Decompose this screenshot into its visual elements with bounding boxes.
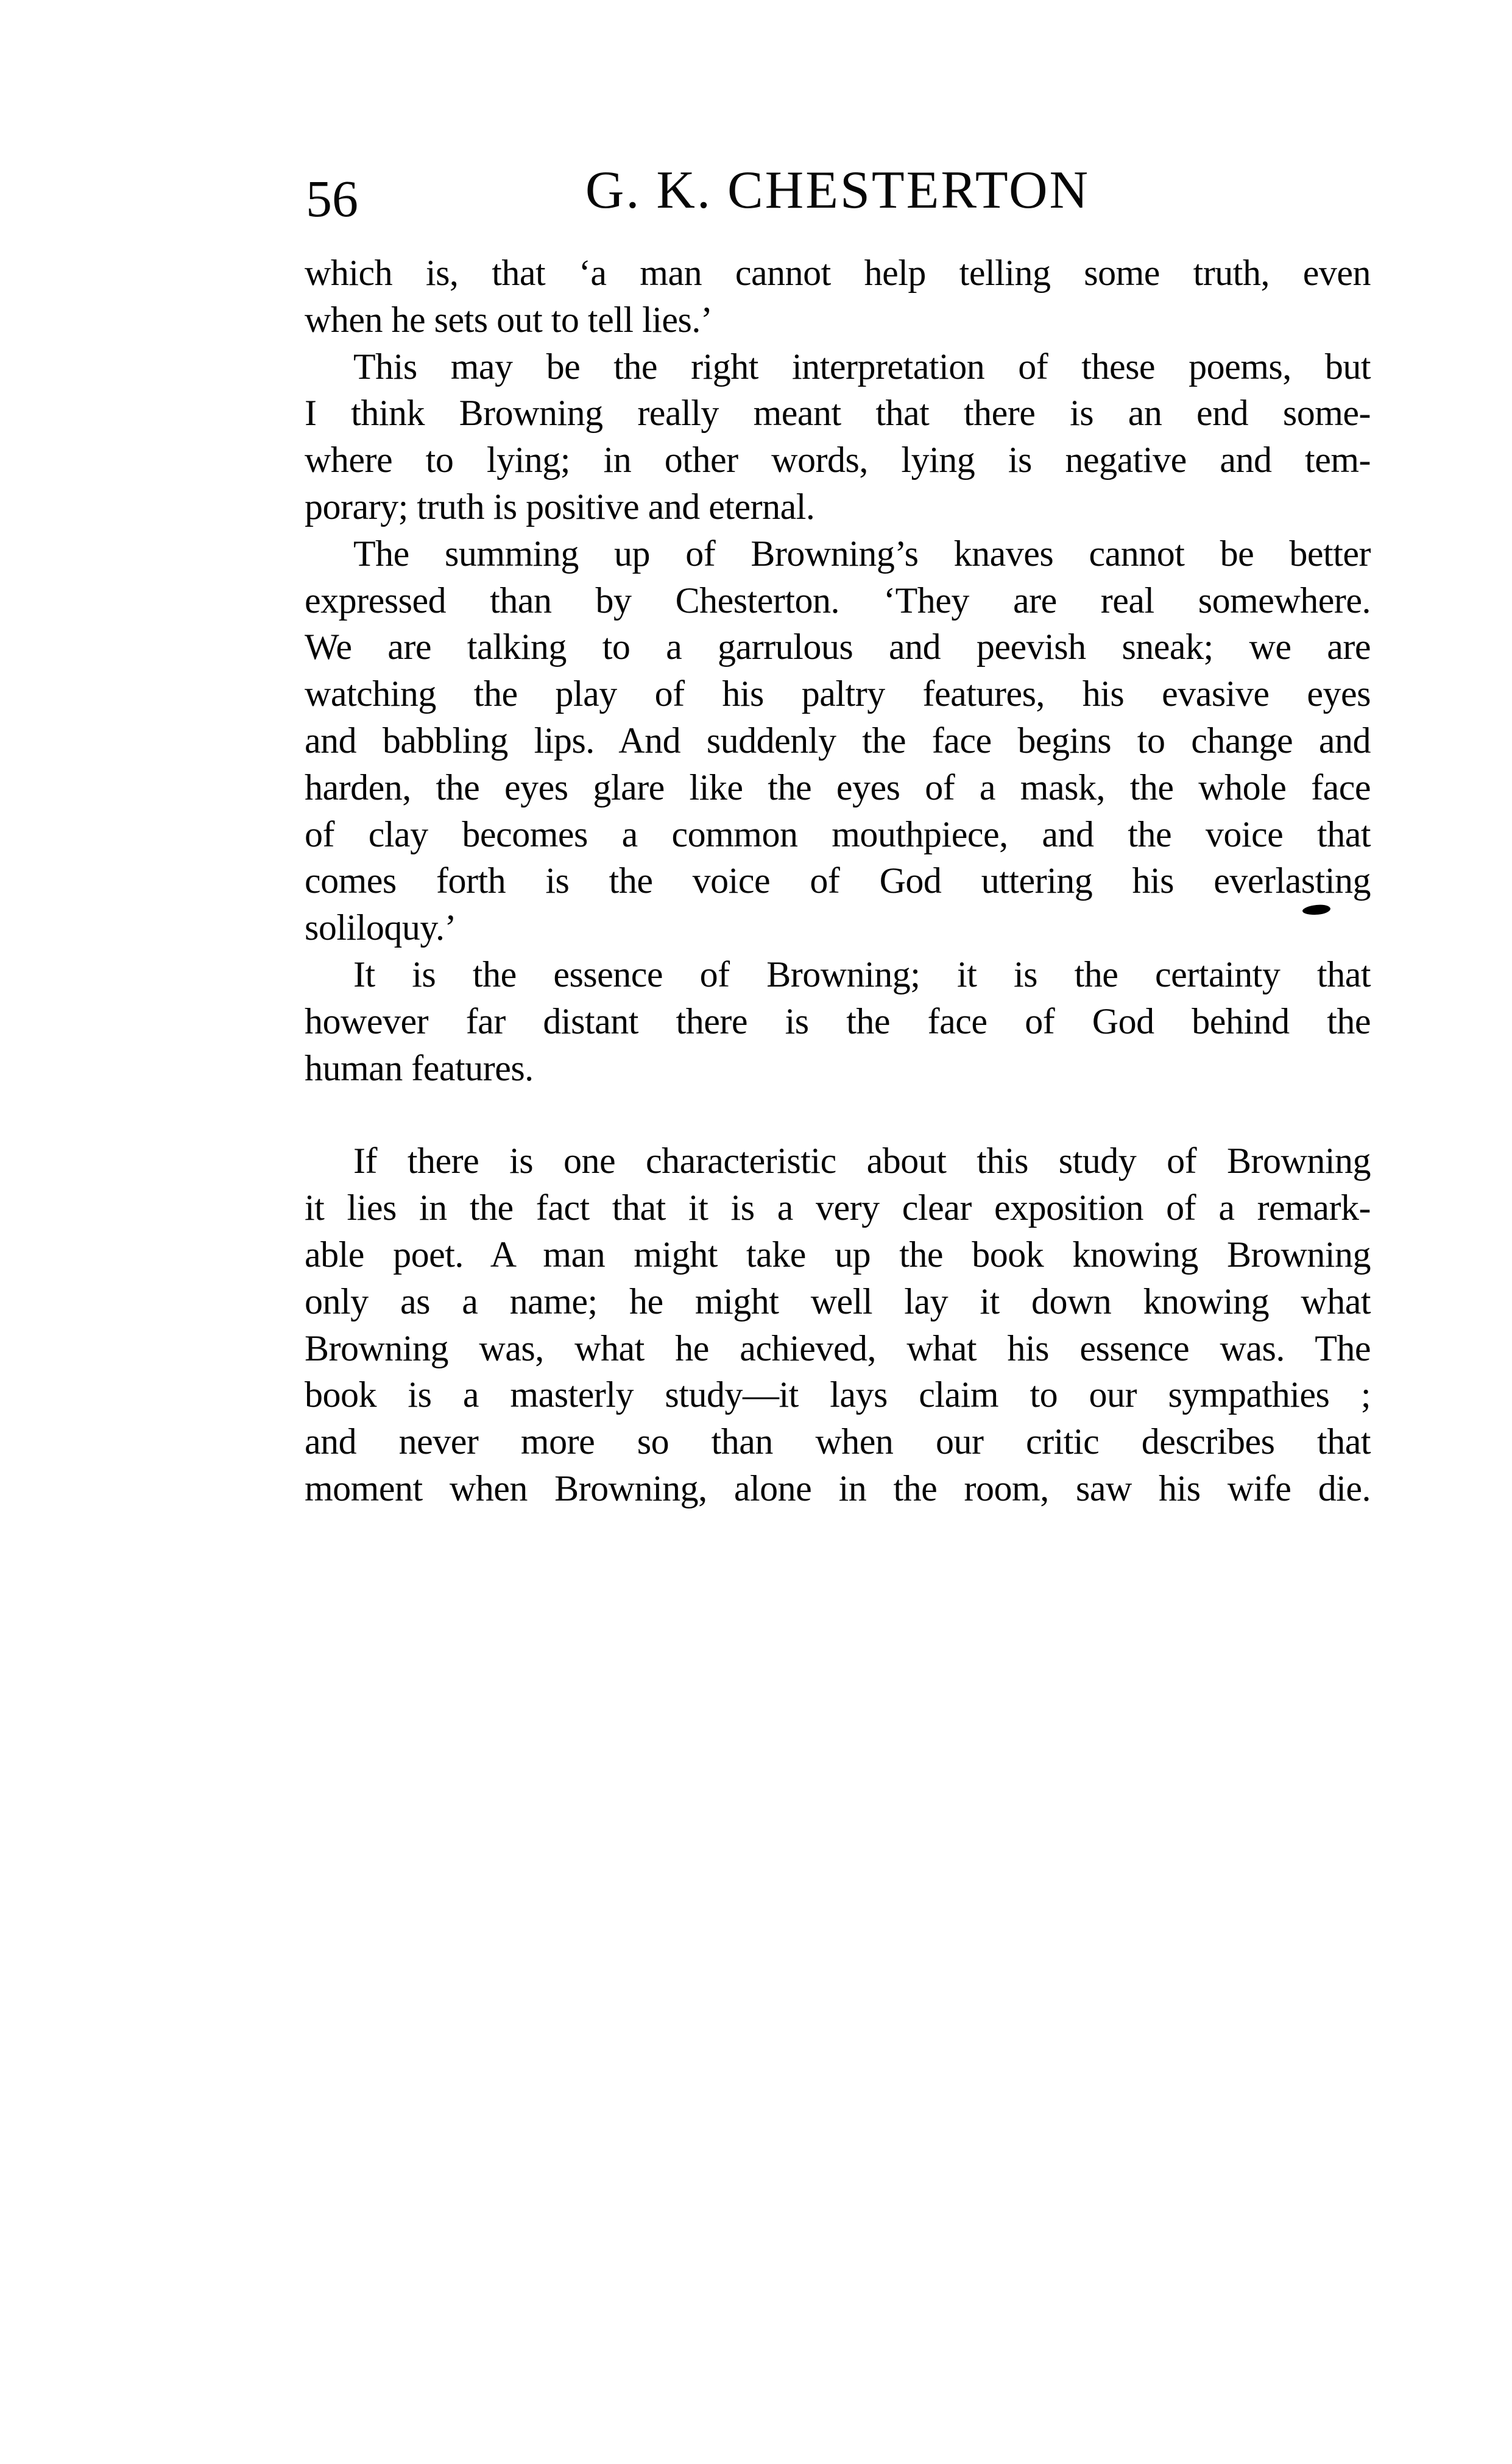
text-line: comes forth is the voice of God uttering his everlasting — [305, 861, 1371, 901]
text-line: which is, that ‘a man cannot help telling some truth, even — [305, 253, 1371, 293]
paragraph — [305, 1138, 1371, 1512]
paragraph — [305, 343, 1371, 530]
text-line: able poet. A man might take up the book knowing Browning — [305, 1234, 1371, 1275]
text-line: only as a name; he might well lay it down knowing what — [305, 1281, 1371, 1322]
paragraph — [305, 250, 1371, 343]
text-line: human features. — [305, 1047, 534, 1088]
text-line: and never more so than when our critic describes that — [305, 1421, 1371, 1462]
text-line: This may be the right interpretation of these poems, but — [353, 346, 1371, 387]
paragraph — [305, 951, 1371, 1091]
text-line: and babbling lips. And suddenly the face begins to change and — [305, 720, 1371, 761]
text-line: harden, the eyes glare like the eyes of a mask, the whole face — [305, 767, 1371, 808]
text-line: I think Browning really meant that there is an end some- — [305, 393, 1371, 434]
text-line: watching the play of his paltry features, his evasive eyes — [305, 674, 1371, 714]
text-line: however far distant there is the face of God behind the — [305, 1001, 1371, 1041]
text-line: soliloquy.’ — [305, 907, 456, 948]
paragraph — [305, 530, 1371, 951]
text-line: The summing up of Browning’s knaves cannot be better — [353, 533, 1371, 574]
text-line: If there is one characteristic about this study of Browning — [353, 1141, 1371, 1181]
page-header — [305, 161, 1371, 237]
running-header: G. K. CHESTERTON — [585, 161, 1090, 220]
text-line: Browning was, what he achieved, what his essence was. The — [305, 1328, 1371, 1368]
page-number: 56 — [306, 169, 358, 228]
text-line: where to lying; in other words, lying is negative and tem- — [305, 440, 1371, 480]
text-line: porary; truth is positive and eternal. — [305, 486, 815, 527]
text-line: when he sets out to tell lies.’ — [305, 299, 713, 340]
text-line: It is the essence of Browning; it is the certainty that — [353, 954, 1371, 994]
text-line: expressed than by Chesterton. ‘They are real somewhere. — [305, 580, 1371, 621]
body-text — [305, 250, 1371, 1512]
text-line: moment when Browning, alone in the room, saw his wife die. — [305, 1468, 1371, 1508]
text-line: it lies in the fact that it is a very clear exposition of a remark- — [305, 1188, 1371, 1228]
text-line: of clay becomes a common mouthpiece, and the voice that — [305, 814, 1371, 854]
text-line: We are talking to a garrulous and peevish sneak; we are — [305, 627, 1371, 667]
text-line: book is a masterly study—it lays claim to our sympathies ; — [305, 1375, 1371, 1415]
